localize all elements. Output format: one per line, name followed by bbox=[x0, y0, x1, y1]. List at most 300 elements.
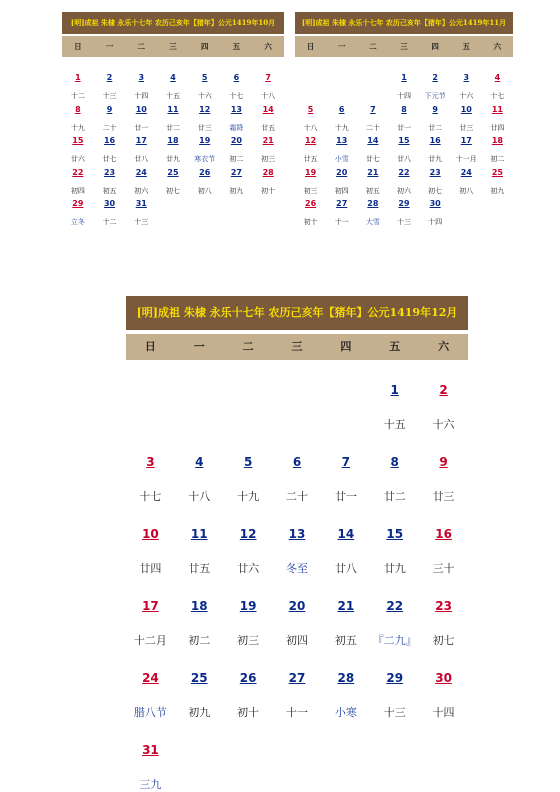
day-number-link[interactable]: 10 bbox=[460, 104, 472, 114]
day-cell[interactable] bbox=[419, 504, 468, 576]
day-cell[interactable] bbox=[224, 504, 273, 576]
day-number-link[interactable]: 14 bbox=[367, 136, 379, 145]
day-number-link[interactable]: 25 bbox=[167, 167, 179, 177]
day-cell[interactable] bbox=[125, 57, 157, 100]
lunar-date-label: 十八 bbox=[261, 92, 276, 100]
day-cell[interactable] bbox=[451, 120, 482, 163]
day-number-link[interactable]: 30 bbox=[103, 199, 116, 208]
day-number-link[interactable]: 19 bbox=[305, 167, 317, 177]
lunar-date-label: 廿二 bbox=[383, 490, 406, 503]
day-cell[interactable] bbox=[157, 152, 189, 195]
calendar-december bbox=[126, 296, 468, 792]
day-cell[interactable] bbox=[157, 89, 189, 132]
day-cell[interactable] bbox=[189, 57, 221, 100]
day-cell[interactable] bbox=[273, 648, 322, 720]
weekday-label: 四 bbox=[340, 340, 352, 353]
day-number-link[interactable]: 1 bbox=[75, 73, 81, 82]
festival-label: 腊八节 bbox=[133, 706, 167, 719]
day-cell[interactable] bbox=[370, 648, 419, 720]
calendar-title: [明]成祖 朱棣 永乐十七年 农历己亥年【猪年】公元1419年12月 bbox=[126, 296, 468, 330]
lunar-date-label: 廿五 bbox=[303, 155, 318, 163]
lunar-date-label: 廿三 bbox=[432, 490, 455, 503]
day-cell[interactable] bbox=[224, 432, 273, 504]
day-cell[interactable] bbox=[326, 120, 357, 163]
lunar-date-label: 十三 bbox=[134, 218, 149, 226]
day-cell[interactable] bbox=[94, 89, 126, 132]
empty-day-cell bbox=[126, 360, 175, 432]
day-number-link[interactable]: 31 bbox=[142, 743, 159, 757]
lunar-date-label: 十九 bbox=[70, 123, 85, 132]
day-cell[interactable] bbox=[482, 120, 513, 163]
day-number-link[interactable]: 24 bbox=[142, 671, 159, 685]
day-cell[interactable] bbox=[221, 120, 253, 163]
lunar-date-label: 十三 bbox=[396, 218, 411, 226]
day-number-link[interactable]: 5 bbox=[243, 455, 253, 469]
day-number-link[interactable]: 7 bbox=[341, 455, 351, 469]
lunar-date-label: 十二 bbox=[102, 218, 117, 226]
day-cell[interactable] bbox=[326, 183, 357, 226]
day-cell[interactable] bbox=[482, 57, 513, 100]
day-number-link[interactable]: 19 bbox=[199, 136, 211, 145]
lunar-date-label: 廿一 bbox=[134, 123, 149, 132]
day-cell[interactable] bbox=[94, 120, 126, 163]
day-cell[interactable] bbox=[388, 89, 419, 132]
weekday-header bbox=[126, 334, 468, 360]
day-number-link[interactable]: 28 bbox=[367, 199, 379, 208]
day-cell[interactable] bbox=[62, 183, 94, 226]
day-cell[interactable] bbox=[62, 120, 94, 163]
day-number-link[interactable]: 27 bbox=[230, 167, 242, 177]
lunar-date-label: 初四 bbox=[285, 634, 308, 647]
festival-label: 三九 bbox=[139, 778, 162, 791]
day-cell[interactable] bbox=[388, 120, 419, 163]
day-cell[interactable] bbox=[62, 89, 94, 132]
day-cell[interactable] bbox=[224, 576, 273, 648]
day-number-link[interactable]: 11 bbox=[190, 527, 208, 541]
lunar-date-label: 十七 bbox=[490, 92, 505, 100]
day-cell[interactable] bbox=[419, 648, 468, 720]
lunar-date-label: 十六 bbox=[459, 92, 474, 100]
day-cell[interactable] bbox=[175, 432, 224, 504]
lunar-date-label: 二十 bbox=[285, 490, 308, 503]
day-cell[interactable] bbox=[221, 57, 253, 100]
weekday-label: 五 bbox=[462, 42, 471, 51]
lunar-date-label: 十二月 bbox=[133, 634, 167, 647]
day-number-link[interactable]: 4 bbox=[494, 73, 501, 82]
empty-day-cell bbox=[273, 360, 322, 432]
lunar-date-label: 初四 bbox=[70, 186, 85, 195]
lunar-date-label: 十四 bbox=[134, 92, 149, 100]
lunar-date-label: 初九 bbox=[188, 706, 211, 719]
day-cell[interactable] bbox=[295, 89, 326, 132]
day-number-link[interactable]: 31 bbox=[135, 199, 147, 208]
lunar-date-label: 初十 bbox=[237, 706, 260, 719]
day-number-link[interactable]: 9 bbox=[106, 104, 113, 114]
day-cell[interactable] bbox=[419, 576, 468, 648]
day-number-link[interactable]: 6 bbox=[233, 73, 240, 82]
lunar-date-label: 初四 bbox=[334, 186, 349, 195]
lunar-date-label: 十四 bbox=[428, 218, 443, 226]
day-number-link[interactable]: 23 bbox=[435, 599, 452, 613]
day-cell[interactable] bbox=[175, 504, 224, 576]
day-cell[interactable] bbox=[125, 183, 157, 226]
day-cell[interactable] bbox=[126, 720, 175, 792]
day-cell[interactable] bbox=[125, 120, 157, 163]
day-number-link[interactable]: 8 bbox=[390, 455, 399, 469]
day-cell[interactable] bbox=[357, 89, 388, 132]
weekday-label: 六 bbox=[264, 42, 272, 51]
day-number-link[interactable]: 28 bbox=[262, 167, 274, 177]
day-cell[interactable] bbox=[157, 120, 189, 163]
day-number-link[interactable]: 4 bbox=[195, 455, 204, 469]
day-number-link[interactable]: 18 bbox=[491, 136, 503, 145]
day-number-link[interactable]: 23 bbox=[103, 167, 116, 177]
lunar-date-label: 初二 bbox=[490, 155, 505, 163]
lunar-date-label: 初六 bbox=[396, 186, 411, 195]
day-cell[interactable] bbox=[321, 504, 370, 576]
weekday-label: 二 bbox=[242, 340, 254, 353]
lunar-date-label: 三十 bbox=[432, 562, 455, 575]
lunar-date-label: 十九 bbox=[237, 490, 260, 503]
day-number-link[interactable]: 20 bbox=[288, 599, 306, 613]
day-number-link[interactable]: 16 bbox=[429, 136, 441, 145]
day-number-link[interactable]: 6 bbox=[338, 104, 345, 114]
lunar-date-label: 初九 bbox=[229, 186, 244, 195]
calendar-title: [明]成祖 朱棣 永乐十七年 农历己亥年【猪年】公元1419年11月 bbox=[295, 12, 513, 34]
lunar-date-label: 廿六 bbox=[70, 155, 85, 163]
festival-label: 寒衣节 bbox=[194, 155, 216, 163]
lunar-date-label: 初十 bbox=[261, 186, 276, 195]
day-cell[interactable] bbox=[420, 89, 451, 132]
day-cell[interactable] bbox=[451, 89, 482, 132]
lunar-date-label: 初三 bbox=[261, 155, 276, 163]
day-number-link[interactable]: 1 bbox=[390, 383, 399, 397]
day-number-link[interactable]: 12 bbox=[239, 527, 257, 541]
lunar-date-label: 初五 bbox=[365, 186, 380, 195]
lunar-date-label: 十五 bbox=[165, 92, 180, 100]
day-cell[interactable] bbox=[451, 57, 482, 100]
day-number-link[interactable]: 20 bbox=[230, 136, 242, 145]
day-cell[interactable] bbox=[388, 183, 419, 226]
day-number-link[interactable]: 22 bbox=[72, 167, 84, 177]
festival-label: 『二九』 bbox=[372, 634, 417, 647]
day-cell[interactable] bbox=[62, 57, 94, 100]
day-number-link[interactable]: 9 bbox=[439, 455, 448, 469]
day-number-link[interactable]: 25 bbox=[190, 671, 208, 685]
day-number-link[interactable]: 29 bbox=[72, 199, 84, 208]
day-grid bbox=[295, 57, 513, 226]
lunar-date-label: 初七 bbox=[165, 186, 180, 195]
empty-day-cell bbox=[175, 360, 224, 432]
day-cell[interactable] bbox=[125, 152, 157, 195]
day-number-link[interactable]: 21 bbox=[337, 599, 355, 613]
day-number-link[interactable]: 1 bbox=[401, 73, 407, 82]
day-cell[interactable] bbox=[175, 576, 224, 648]
day-number-link[interactable]: 3 bbox=[138, 73, 145, 82]
day-number-link[interactable]: 29 bbox=[398, 199, 410, 208]
day-cell[interactable] bbox=[420, 152, 451, 195]
weekday-header bbox=[295, 36, 513, 57]
lunar-date-label: 初七 bbox=[428, 186, 443, 195]
day-number-link[interactable]: 12 bbox=[305, 136, 317, 145]
day-number-link[interactable]: 12 bbox=[199, 104, 211, 114]
lunar-date-label: 廿八 bbox=[134, 155, 149, 163]
day-number-link[interactable]: 8 bbox=[401, 104, 407, 114]
day-number-link[interactable]: 30 bbox=[435, 671, 452, 685]
day-number-link[interactable]: 26 bbox=[239, 671, 257, 685]
day-number-link[interactable]: 30 bbox=[429, 199, 441, 208]
weekday-label: 三 bbox=[169, 42, 177, 51]
day-cell[interactable] bbox=[420, 57, 451, 100]
lunar-date-label: 十一 bbox=[285, 706, 308, 719]
lunar-date-label: 廿八 bbox=[334, 562, 357, 575]
day-cell[interactable] bbox=[419, 432, 468, 504]
day-number-link[interactable]: 14 bbox=[337, 527, 355, 541]
day-number-link[interactable]: 14 bbox=[262, 104, 274, 114]
festival-label: 霜降 bbox=[229, 123, 244, 132]
day-cell[interactable] bbox=[482, 89, 513, 132]
day-grid bbox=[126, 360, 468, 792]
day-cell[interactable] bbox=[126, 576, 175, 648]
day-cell[interactable] bbox=[326, 89, 357, 132]
weekday-label: 日 bbox=[144, 340, 156, 353]
day-number-link[interactable]: 22 bbox=[386, 599, 404, 613]
lunar-date-label: 十八 bbox=[303, 123, 318, 132]
lunar-date-label: 十七 bbox=[139, 490, 162, 503]
day-number-link[interactable]: 17 bbox=[460, 136, 472, 145]
lunar-date-label: 廿九 bbox=[428, 155, 443, 163]
day-number-link[interactable]: 6 bbox=[292, 455, 302, 469]
lunar-date-label: 初二 bbox=[229, 155, 244, 163]
lunar-date-label: 十二 bbox=[70, 92, 85, 100]
day-cell[interactable] bbox=[252, 89, 284, 132]
weekday-label: 日 bbox=[74, 42, 82, 51]
calendar-title: [明]成祖 朱棣 永乐十七年 农历己亥年【猪年】公元1419年10月 bbox=[62, 12, 284, 34]
day-cell[interactable] bbox=[273, 576, 322, 648]
day-number-link[interactable]: 10 bbox=[142, 527, 159, 541]
day-number-link[interactable]: 7 bbox=[265, 73, 271, 82]
day-cell[interactable] bbox=[420, 183, 451, 226]
weekday-header bbox=[62, 36, 284, 57]
calendar-october bbox=[62, 12, 284, 226]
day-number-link[interactable]: 22 bbox=[398, 167, 410, 177]
lunar-date-label: 十四 bbox=[432, 706, 455, 719]
day-number-link[interactable]: 5 bbox=[201, 73, 208, 82]
lunar-date-label: 廿四 bbox=[490, 123, 505, 132]
day-number-link[interactable]: 10 bbox=[135, 104, 147, 114]
day-cell[interactable] bbox=[419, 360, 468, 432]
day-cell[interactable] bbox=[420, 120, 451, 163]
day-number-link[interactable]: 20 bbox=[336, 167, 348, 177]
day-cell[interactable] bbox=[189, 152, 221, 195]
day-cell[interactable] bbox=[321, 648, 370, 720]
day-cell[interactable] bbox=[388, 152, 419, 195]
day-cell[interactable] bbox=[94, 152, 126, 195]
lunar-date-label: 十八 bbox=[188, 490, 211, 503]
day-number-link[interactable]: 29 bbox=[386, 671, 404, 685]
empty-day-cell bbox=[295, 57, 326, 89]
weekday-label: 六 bbox=[438, 340, 450, 353]
day-number-link[interactable]: 13 bbox=[336, 136, 348, 145]
day-number-link[interactable]: 7 bbox=[370, 104, 376, 114]
day-cell[interactable] bbox=[252, 152, 284, 195]
day-cell[interactable] bbox=[94, 183, 126, 226]
day-cell[interactable] bbox=[221, 152, 253, 195]
day-number-link[interactable]: 18 bbox=[190, 599, 208, 613]
day-cell[interactable] bbox=[357, 152, 388, 195]
day-number-link[interactable]: 11 bbox=[167, 104, 179, 114]
day-cell[interactable] bbox=[482, 152, 513, 195]
day-number-link[interactable]: 11 bbox=[491, 104, 503, 114]
festival-label: 小寒 bbox=[334, 706, 357, 719]
day-cell[interactable] bbox=[451, 152, 482, 195]
day-cell[interactable] bbox=[321, 576, 370, 648]
lunar-date-label: 初三 bbox=[237, 634, 260, 647]
lunar-date-label: 十九 bbox=[334, 123, 349, 132]
day-cell[interactable] bbox=[370, 576, 419, 648]
lunar-date-label: 廿八 bbox=[396, 155, 411, 163]
day-grid bbox=[62, 57, 284, 226]
lunar-date-label: 初八 bbox=[459, 186, 474, 195]
day-cell[interactable] bbox=[273, 504, 322, 576]
day-cell[interactable] bbox=[357, 120, 388, 163]
day-cell[interactable] bbox=[189, 89, 221, 132]
weekday-label: 四 bbox=[200, 42, 209, 51]
festival-label: 下元节 bbox=[424, 92, 446, 100]
day-number-link[interactable]: 17 bbox=[135, 136, 147, 145]
empty-day-cell bbox=[224, 360, 273, 432]
lunar-date-label: 十三 bbox=[102, 92, 117, 100]
day-cell[interactable] bbox=[252, 57, 284, 100]
weekday-label: 四 bbox=[431, 42, 439, 51]
day-cell[interactable] bbox=[370, 432, 419, 504]
day-cell[interactable] bbox=[126, 432, 175, 504]
day-cell[interactable] bbox=[326, 152, 357, 195]
lunar-date-label: 廿三 bbox=[459, 123, 474, 132]
weekday-label: 一 bbox=[337, 42, 346, 51]
calendar-november bbox=[295, 12, 513, 226]
day-cell[interactable] bbox=[357, 183, 388, 226]
day-number-link[interactable]: 15 bbox=[398, 136, 410, 145]
day-number-link[interactable]: 23 bbox=[429, 167, 441, 177]
lunar-date-label: 二十 bbox=[365, 123, 380, 132]
day-cell[interactable] bbox=[125, 89, 157, 132]
day-number-link[interactable]: 9 bbox=[432, 104, 438, 114]
lunar-date-label: 初五 bbox=[102, 186, 117, 195]
day-number-link[interactable]: 2 bbox=[439, 383, 448, 397]
day-number-link[interactable]: 24 bbox=[460, 167, 472, 177]
lunar-date-label: 廿九 bbox=[165, 155, 180, 163]
day-cell[interactable] bbox=[321, 432, 370, 504]
day-number-link[interactable]: 15 bbox=[72, 136, 84, 145]
day-cell[interactable] bbox=[175, 648, 224, 720]
day-number-link[interactable]: 21 bbox=[262, 136, 274, 145]
day-cell[interactable] bbox=[189, 120, 221, 163]
day-number-link[interactable]: 28 bbox=[337, 671, 355, 685]
day-cell[interactable] bbox=[273, 432, 322, 504]
day-number-link[interactable]: 16 bbox=[103, 136, 116, 145]
day-number-link[interactable]: 19 bbox=[239, 599, 257, 613]
day-cell[interactable] bbox=[295, 120, 326, 163]
day-number-link[interactable]: 2 bbox=[106, 73, 113, 82]
weekday-label: 一 bbox=[193, 340, 205, 353]
lunar-date-label: 廿六 bbox=[237, 562, 260, 575]
lunar-date-label: 十五 bbox=[383, 418, 406, 431]
day-number-link[interactable]: 2 bbox=[432, 73, 438, 82]
lunar-date-label: 初十 bbox=[303, 218, 318, 226]
lunar-date-label: 十一月 bbox=[455, 155, 477, 163]
empty-day-cell bbox=[357, 57, 388, 89]
day-number-link[interactable]: 15 bbox=[386, 527, 404, 541]
lunar-date-label: 廿四 bbox=[139, 562, 162, 575]
lunar-date-label: 十四 bbox=[396, 92, 411, 100]
day-number-link[interactable]: 27 bbox=[336, 199, 348, 208]
festival-label: 立冬 bbox=[70, 218, 85, 226]
day-number-link[interactable]: 17 bbox=[142, 599, 159, 613]
day-number-link[interactable]: 5 bbox=[307, 104, 314, 114]
day-number-link[interactable]: 27 bbox=[288, 671, 306, 685]
day-number-link[interactable]: 25 bbox=[491, 167, 503, 177]
weekday-label: 二 bbox=[369, 42, 377, 51]
day-cell[interactable] bbox=[94, 57, 126, 100]
lunar-date-label: 十三 bbox=[383, 706, 406, 719]
day-cell[interactable] bbox=[252, 120, 284, 163]
weekday-label: 三 bbox=[400, 42, 408, 51]
day-cell[interactable] bbox=[388, 57, 419, 100]
day-cell[interactable] bbox=[370, 360, 419, 432]
weekday-label: 六 bbox=[493, 42, 502, 51]
lunar-date-label: 廿七 bbox=[102, 155, 117, 163]
day-number-link[interactable]: 16 bbox=[435, 527, 452, 541]
festival-label: 冬至 bbox=[285, 562, 308, 575]
weekday-label: 五 bbox=[232, 42, 241, 51]
day-number-link[interactable]: 13 bbox=[230, 104, 242, 114]
day-cell[interactable] bbox=[62, 152, 94, 195]
lunar-date-label: 廿五 bbox=[261, 123, 276, 132]
lunar-date-label: 初五 bbox=[334, 634, 357, 647]
day-cell[interactable] bbox=[295, 183, 326, 226]
empty-day-cell bbox=[321, 360, 370, 432]
lunar-date-label: 廿三 bbox=[197, 123, 212, 132]
empty-day-cell bbox=[326, 57, 357, 89]
lunar-date-label: 初八 bbox=[197, 186, 212, 195]
day-cell[interactable] bbox=[370, 504, 419, 576]
lunar-date-label: 初三 bbox=[303, 186, 318, 195]
day-number-link[interactable]: 13 bbox=[288, 527, 306, 541]
lunar-date-label: 廿一 bbox=[396, 123, 411, 132]
day-number-link[interactable]: 21 bbox=[367, 167, 379, 177]
day-cell[interactable] bbox=[157, 57, 189, 100]
day-number-link[interactable]: 24 bbox=[135, 167, 147, 177]
day-number-link[interactable]: 18 bbox=[167, 136, 179, 145]
day-cell[interactable] bbox=[126, 504, 175, 576]
day-number-link[interactable]: 26 bbox=[199, 167, 211, 177]
weekday-label: 日 bbox=[306, 42, 315, 51]
day-number-link[interactable]: 8 bbox=[75, 104, 81, 114]
lunar-date-label: 十七 bbox=[229, 92, 244, 100]
weekday-label: 一 bbox=[105, 42, 114, 51]
day-cell[interactable] bbox=[126, 648, 175, 720]
day-number-link[interactable]: 3 bbox=[463, 73, 470, 82]
lunar-date-label: 十一 bbox=[334, 218, 349, 226]
day-cell[interactable] bbox=[295, 152, 326, 195]
day-cell[interactable] bbox=[224, 648, 273, 720]
day-number-link[interactable]: 3 bbox=[146, 455, 155, 469]
day-number-link[interactable]: 4 bbox=[170, 73, 176, 82]
day-number-link[interactable]: 26 bbox=[305, 199, 317, 208]
lunar-date-label: 十六 bbox=[197, 92, 212, 100]
day-cell[interactable] bbox=[221, 89, 253, 132]
